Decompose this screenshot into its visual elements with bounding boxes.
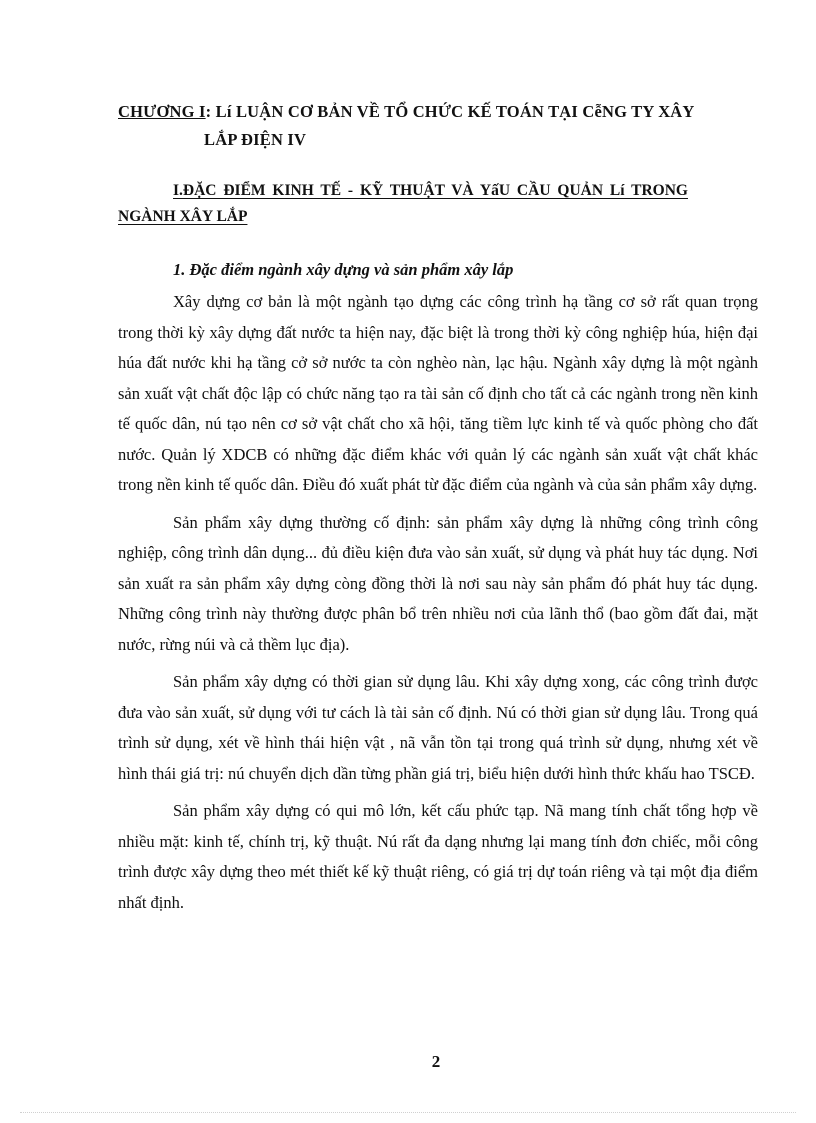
paragraph: Sản phẩm xây dựng có qui mô lớn, kết cấu phức tạp. Nã mang tính chất tổng hợp về nhiều mặt: kinh tế, chính trị, kỹ thuật. Nú rất đa dạng nhưng lại mang tính đơn chiếc, mỗi công trình được xây dựng theo mét thiết kế kỹ thuật riêng, có giá trị dự toán riêng và tại một địa điểm nhất định. [118, 801, 758, 912]
footer-divider [20, 1112, 796, 1113]
section-heading [118, 178, 766, 230]
paragraph: Sản phẩm xây dựng thường cố định: sản phẩm xây dựng là những công trình công nghiệp, công trình dân dụng... đủ điều kiện đưa vào sản xuất, sử dụng và phát huy tác dụng. Nơi sản xuất ra sản phẩm xây dựng còng đồng thời là nơi sau này sản phẩm đó phát huy tác dụng. Những công trình này thường được phân bổ trên nhiều nơi của lãnh thổ (bao gồm đất đai, mặt nước, rừng núi và cả thềm lục địa). [118, 512, 758, 654]
chapter-title-line2: LẮP ĐIỆN IV [204, 130, 307, 149]
chapter-heading [118, 98, 758, 154]
subsection-heading: 1. Đặc điểm ngành xây dựng và sản phẩm xây lắp [173, 260, 514, 279]
page-number: 2 [431, 1052, 441, 1071]
body-text [118, 287, 758, 925]
paragraph: Sản phẩm xây dựng có thời gian sử dụng lâu. Khi xây dựng xong, các công trình được đưa vào sản xuất, sử dụng với tư cách là tài sản cố định. Nú có thời gian sử dụng lâu. Trong quá trình sử dụng, xét về hình thái hiện vật , nã vẫn tồn tại trong quá trình sử dụng, nhưng xét về hình thái giá trị: nú chuyển dịch dần từng phần giá trị, biểu hiện dưới hình thức khấu hao TSCĐ. [118, 672, 758, 783]
section-title-line2: NGÀNH XÂY LẮP [118, 208, 248, 225]
section-title-line1: I.ĐẶC ĐIỂM KINH TẾ - KỸ THUẬT VÀ YấU CẦU QUẢN Lí TRONG [173, 182, 688, 199]
chapter-prefix: CHƯƠNG I [118, 102, 206, 121]
chapter-title-line1: : Lí LUẬN CƠ BẢN VỀ TỔ CHỨC KẾ TOÁN TẠI CễNG TY XÂY [205, 102, 695, 121]
paragraph: Xây dựng cơ bản là một ngành tạo dựng các công trình hạ tầng cơ sở rất quan trọng trong thời kỳ xây dựng đất nước ta hiện nay, đặc biệt là trong thời kỳ công nghiệp húa, hiện đại húa đất nước khi hạ tầng cở sở nước ta còn nghèo nàn, lạc hậu. Ngành xây dựng là một ngành sản xuất vật chất độc lập có chức năng tạo ra tài sản cố định cho tất cả các ngành trong nền kinh tế quốc dân, nú tạo nên cơ sở vật chất cho xã hội, tăng tiềm lực kinh tế và quốc phòng cho đất nước. Quản lý XDCB có những đặc điểm khác với quản lý các ngành sản xuất vật chất khác trong nền kinh tế quốc dân. Điều đó xuất phát từ đặc điểm của ngành và của sản phẩm xây dựng. [118, 292, 758, 494]
